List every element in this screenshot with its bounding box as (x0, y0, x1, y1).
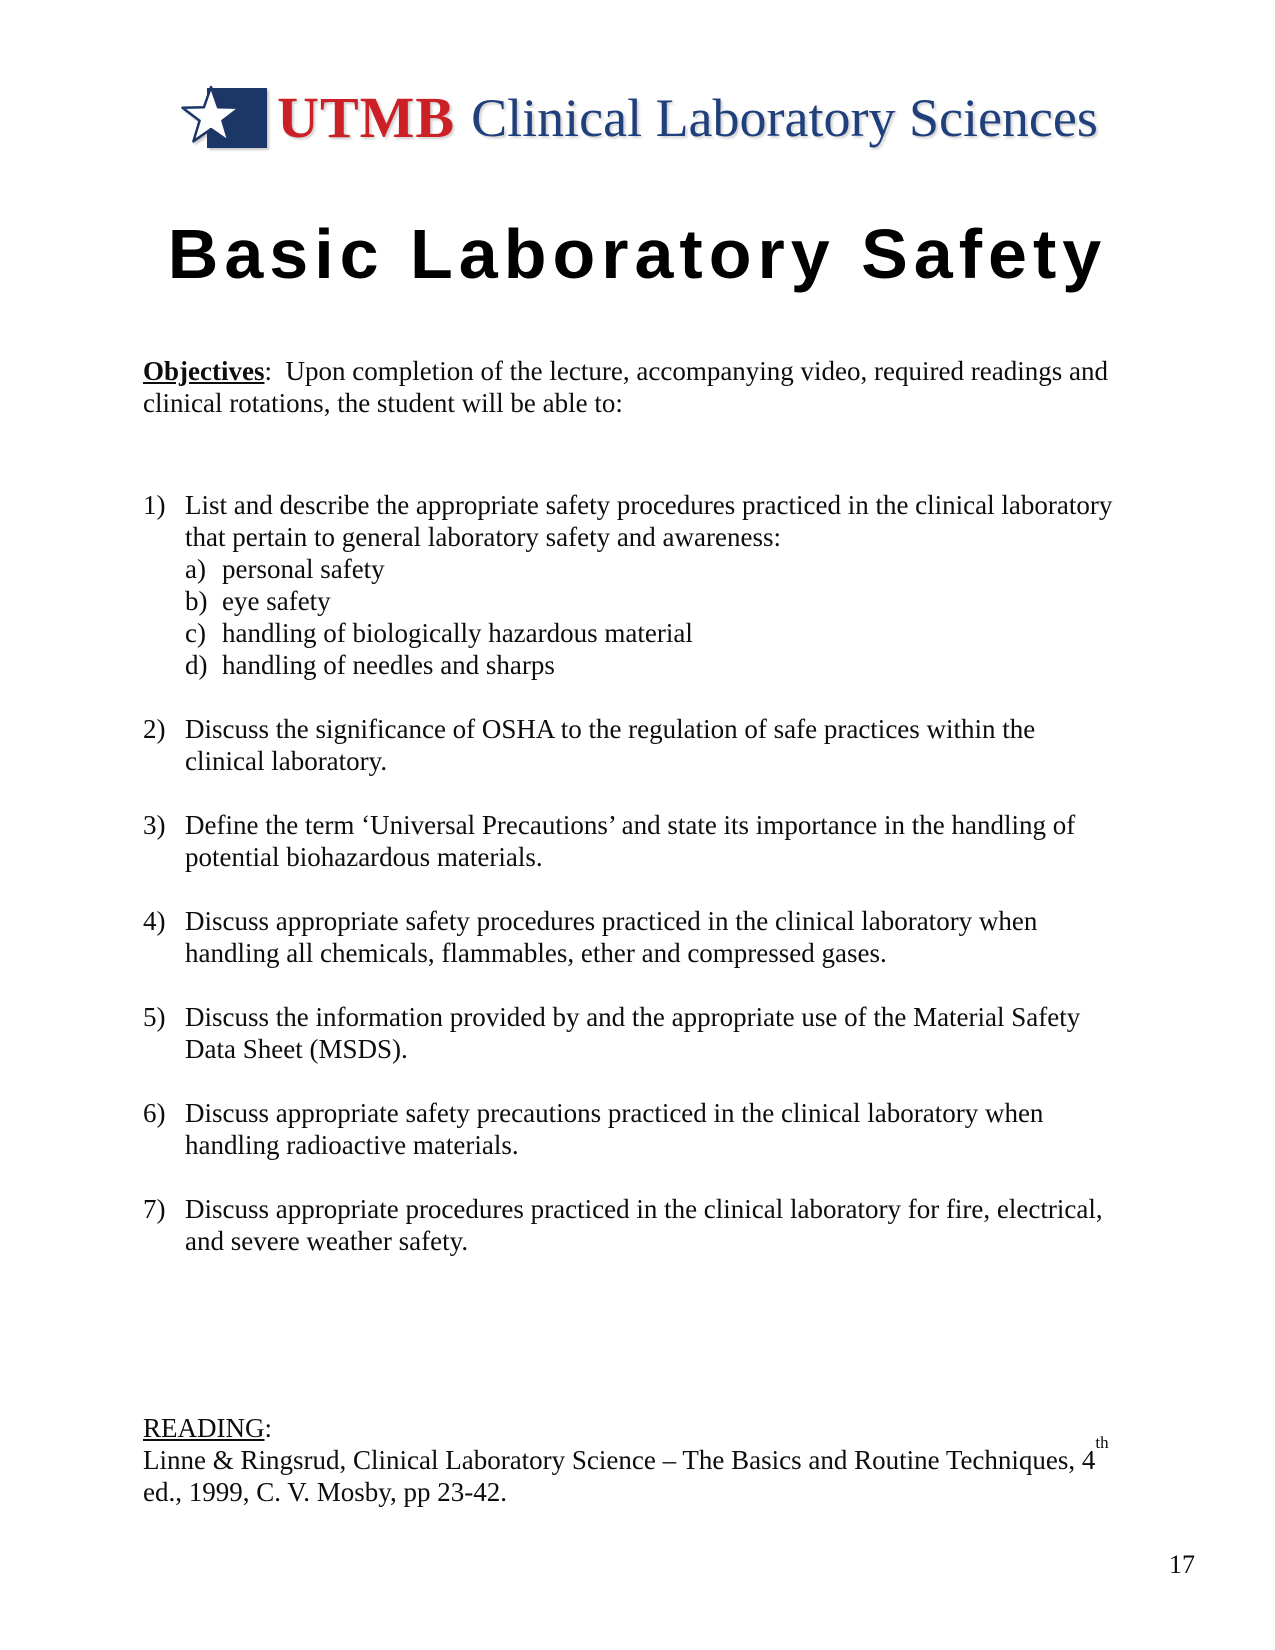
reading-citation (143, 1433, 1153, 1508)
sub-item-letter: d) (185, 650, 208, 680)
sub-item-text: eye safety (222, 586, 331, 616)
list-item (143, 713, 1119, 777)
item-text: Discuss appropriate safety precautions practiced in the clinical laboratory when handling radioactive materials. (185, 1098, 1044, 1160)
list-item (143, 1001, 1119, 1065)
reading-colon: : (264, 1413, 273, 1443)
objectives-intro-text: : Upon completion of the lecture, accompanying video, required readings and clinical rotations, the student will be able to: (143, 356, 1115, 418)
reading-heading (143, 1412, 1153, 1444)
item-text: Discuss appropriate safety procedures practiced in the clinical laboratory when handling all chemicals, flammables, ether and compressed gases. (185, 906, 1038, 968)
sub-item-letter: b) (185, 586, 208, 616)
item-number: 1) (143, 490, 166, 520)
item-text: List and describe the appropriate safety procedures practiced in the clinical laboratory that pertain to general laboratory safety and awareness: (185, 490, 1113, 552)
reading-section (143, 1412, 1153, 1508)
item-number: 2) (143, 714, 166, 744)
page-number: 17 (1169, 1550, 1195, 1579)
sub-item-text: handling of biologically hazardous material (222, 618, 693, 648)
item-number: 3) (143, 810, 166, 840)
sub-item (185, 617, 1119, 649)
objectives-list (143, 489, 1119, 1257)
objectives-paragraph (143, 355, 1135, 419)
utmb-brand-text: UTMB (277, 85, 456, 150)
sub-item (185, 553, 1119, 585)
document-content (143, 355, 1135, 1508)
item-text: Define the term ‘Universal Precautions’ and state its importance in the handling of potential biohazardous materials. (185, 810, 1076, 872)
item-number: 4) (143, 906, 166, 936)
item-number: 5) (143, 1002, 166, 1032)
sub-item-letter: c) (185, 618, 206, 648)
department-name-text: Clinical Laboratory Sciences (471, 88, 1098, 148)
item-text: Discuss the information provided by and the appropriate use of the Material Safety Data Sheet (MSDS). (185, 1002, 1081, 1064)
item-number: 6) (143, 1098, 166, 1128)
utmb-star-icon (177, 85, 273, 151)
sub-item-letter: a) (185, 554, 206, 584)
item-text: Discuss appropriate procedures practiced in the clinical laboratory for fire, electrical, and severe weather safety. (185, 1194, 1103, 1256)
list-item (143, 489, 1119, 681)
utmb-logo (0, 85, 1275, 151)
list-item (143, 809, 1119, 873)
sub-item (185, 649, 1119, 681)
citation-text-line2: ed., 1999, C. V. Mosby, pp 23-42. (143, 1477, 508, 1507)
list-item (143, 1193, 1119, 1257)
list-item (143, 1097, 1119, 1161)
sub-item-text: handling of needles and sharps (222, 650, 555, 680)
item-text: Discuss the significance of OSHA to the regulation of safe practices within the clinical laboratory. (185, 714, 1036, 776)
citation-text-line1: Linne & Ringsrud, Clinical Laboratory Science – The Basics and Routine Techniques, 4 (143, 1445, 1096, 1475)
objectives-label: Objectives (143, 356, 265, 386)
reading-label: READING (143, 1413, 265, 1443)
item-number: 7) (143, 1194, 166, 1224)
sub-item-text: personal safety (222, 554, 385, 584)
page-title: Basic Laboratory Safety (167, 215, 1108, 293)
citation-superscript: th (1095, 1433, 1109, 1452)
list-item (143, 905, 1119, 969)
sub-item (185, 585, 1119, 617)
